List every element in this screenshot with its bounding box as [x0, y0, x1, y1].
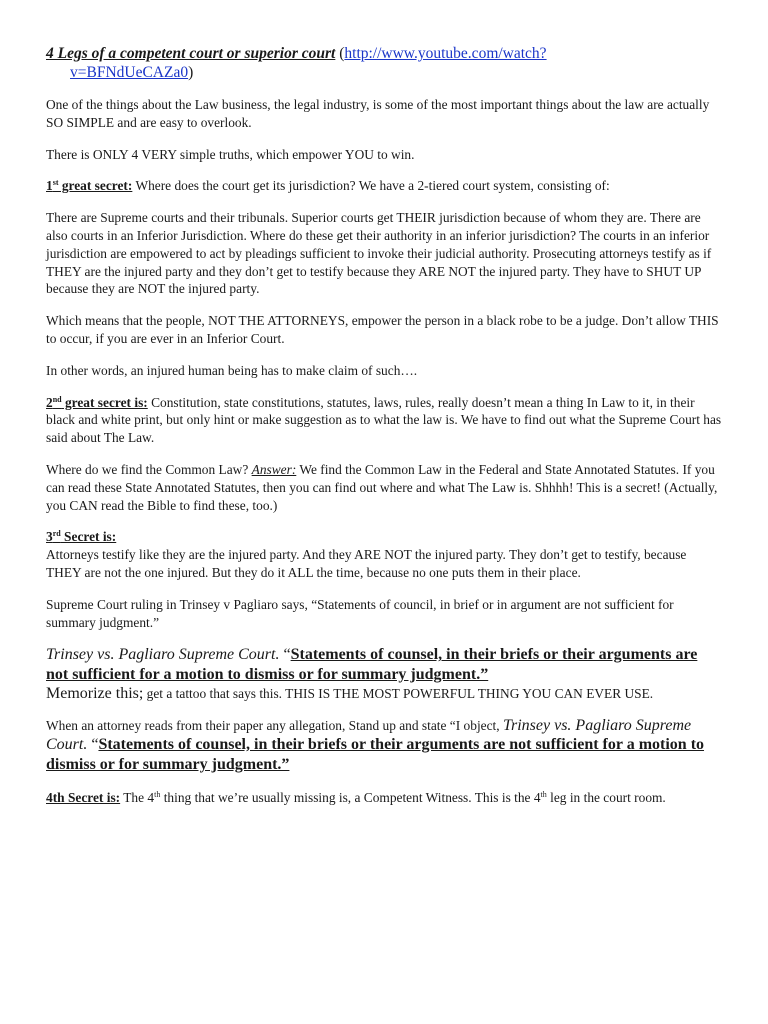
youtube-link-continued[interactable]: v=BFNdUeCAZa0 — [70, 64, 189, 81]
memorize-label: Memorize this; — [46, 685, 144, 703]
common-law-paragraph: Where do we find the Common Law? Answer: We find the Common Law in the Federal and State Annotated Statutes. If you can read these State Annotated Statutes, then you can find out where and what The Law is. Shhhh! This is a secret! (Actually, you CAN read the Bible to find these, too.) — [46, 461, 718, 513]
secret-1-paragraph-2: There are Supreme courts and their tribunals. Superior courts get THEIR jurisdiction because of whom they are. There are also courts in an Inferior Jurisdiction. Where do these get their authority in an inferior jurisdiction? The courts in an inferior jurisdiction are empowered to act by pleadings sufficient to invoke their judicial authority. Prosecuting attorneys testify as if THEY are the injured party and they don’t get to testify because they ARE NOT the injured party. They have to SHUT UP because they are NOT the injured party. — [46, 210, 712, 297]
case-quote-paragraph: Trinsey vs. Pagliaro Supreme Court. “Statements of counsel, in their briefs or their arguments are not sufficient for a motion to dismiss or for summary judgment.” — [46, 646, 698, 684]
secret-2-text: Constitution, state constitutions, statutes, laws, rules, really doesn’t mean a thing In Law to it, in their black and white print, but only hint or make suggestion as to what the law is. We have to find out what the Supreme Court has said about The Law. — [46, 394, 722, 446]
secret-4-paragraph: 4th Secret is: The 4th thing that we’re usually missing is, a Competent Witness. This is the 4th leg in the court room. — [46, 789, 666, 805]
objection-case-name: Trinsey vs. Pagliaro Supreme Court. — [46, 717, 692, 753]
answer-label: Answer: — [251, 461, 297, 477]
youtube-link[interactable]: http://www.youtube.com/watch? — [344, 45, 547, 62]
secret-4-heading: 4th Secret is: — [46, 789, 121, 805]
heading-link-continuation — [46, 63, 722, 82]
case-name: Trinsey vs. Pagliaro Supreme Court. — [46, 646, 280, 664]
memorize-paragraph — [46, 685, 722, 703]
case-quote: Statements of counsel, in their briefs or their arguments are not sufficient for a motion to dismiss or for summary judgment.” — [46, 646, 698, 684]
objection-paragraph: When an attorney reads from their paper any allegation, Stand up and state “I object, Trinsey vs. Pagliaro Supreme Court. “Statements of counsel, in their briefs or their arguments are not sufficient for a motion to dismiss or for summary judgment.” — [46, 717, 705, 773]
memorize-text: get a tattoo that says this. THIS IS THE MOST POWERFUL THING YOU CAN EVER USE. — [143, 686, 654, 702]
secret-1-text: Where does the court get its jurisdiction? We have a 2-tiered court system, consisting of: — [132, 178, 610, 194]
secret-1-paragraph-3: Which means that the people, NOT THE ATTORNEYS, empower the person in a black robe to be a judge. Don’t allow THIS to occur, if you are ever in an Inferior Court. — [46, 313, 719, 346]
heading-open-paren: ( — [335, 45, 345, 62]
secret-2-heading: 2nd great secret is: — [46, 394, 148, 410]
secret-3-heading-line — [46, 528, 722, 546]
secret-3-heading: 3rd Secret is: — [46, 529, 117, 545]
secret-2-paragraph — [46, 394, 722, 447]
secret-1-heading: 1st great secret: — [46, 178, 133, 194]
secret-1-paragraph-4: In other words, an injured human being has to make claim of such…. — [46, 362, 418, 378]
secret-1-paragraph — [46, 177, 722, 195]
ruling-paragraph: Supreme Court ruling in Trinsey v Pagliaro says, “Statements of council, in brief or in argument are not sufficient for summary judgment.” — [46, 596, 674, 630]
secret-3-text: Attorneys testify like they are the injured party. And they ARE NOT the injured party. They don’t get to testify, because THEY are not the one injured. But they do it ALL the time, because no one puts them in their place. — [46, 547, 687, 580]
intro-paragraph-1: One of the things about the Law business, the legal industry, is some of the most important things about the law are actually SO SIMPLE and are easy to overlook. — [46, 97, 710, 130]
document-title: 4 Legs of a competent court or superior court — [46, 45, 336, 62]
heading-close-paren: ) — [188, 64, 194, 81]
objection-quote: Statements of counsel, in their briefs or their arguments are not sufficient for a motion to dismiss or for summary judgment.” — [46, 735, 705, 773]
document-heading — [46, 44, 722, 63]
intro-paragraph-2: There is ONLY 4 VERY simple truths, which empower YOU to win. — [46, 146, 415, 162]
